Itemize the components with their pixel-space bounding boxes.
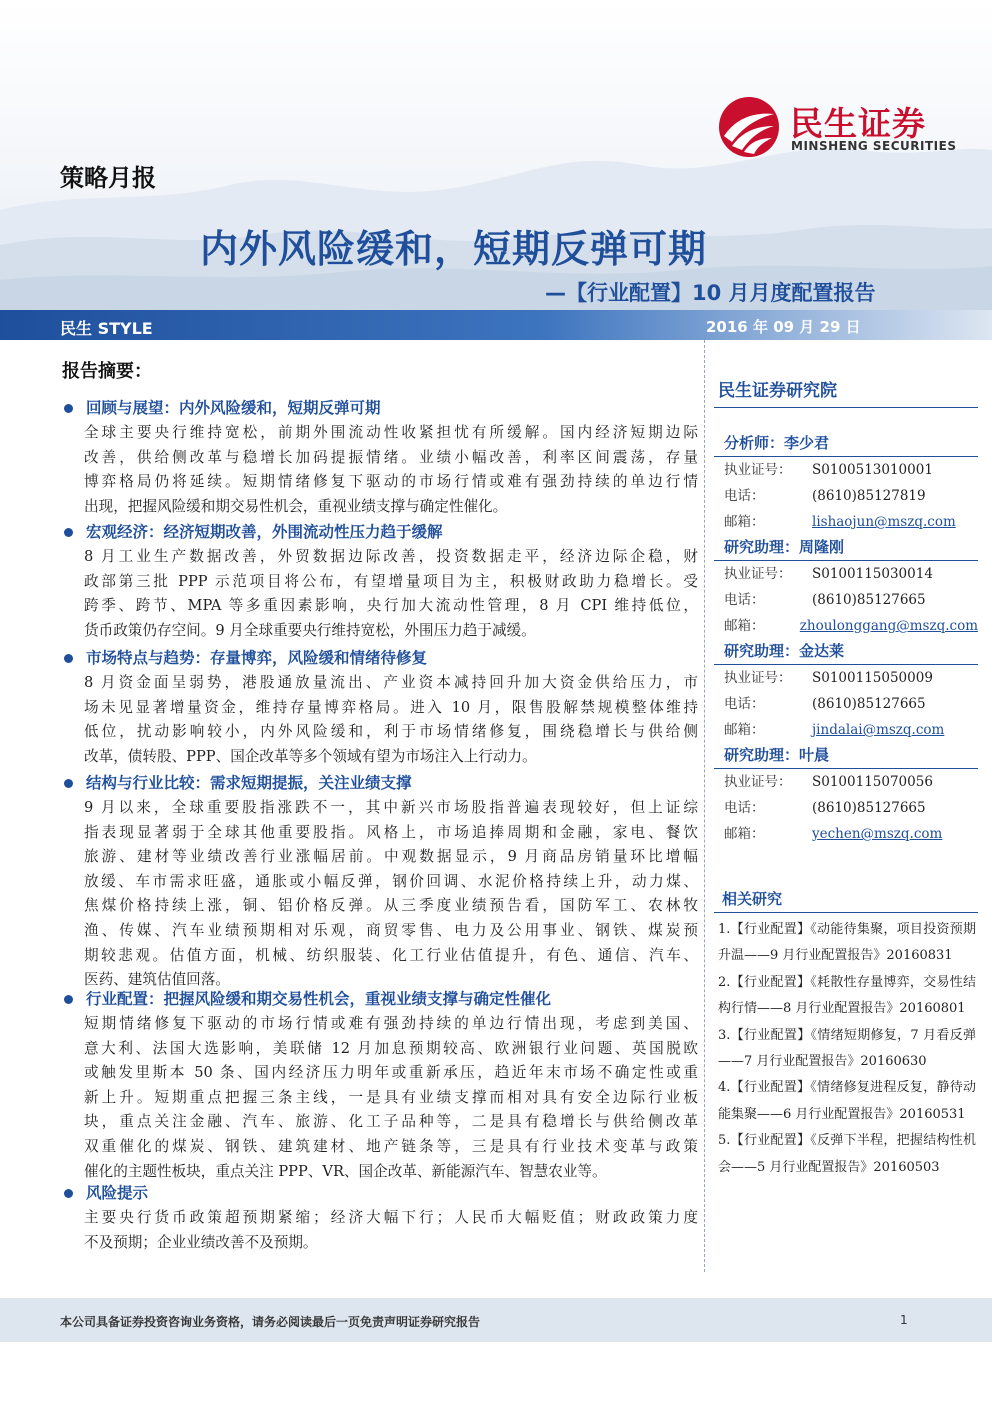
- banner-style-label: 民生 STYLE: [60, 319, 153, 338]
- text-line: 渔、传媒、汽车业绩预期相对乐观，商贸零售、电力及公用事业、钢铁、煤炭预: [84, 921, 698, 939]
- bullet-icon: [64, 404, 73, 413]
- analyst-phone-row: 电话： (8610)85127665: [724, 592, 926, 608]
- text-line: 旅游、建材等业绩改善行业涨幅居前。中观数据显示，9 月商品房销量环比增幅: [84, 848, 698, 866]
- text-line: 或触发里斯本 50 条、国内经济压力明年或重新承压，趋近年末市场不确定性或重: [84, 1064, 698, 1082]
- section-risk: [62, 1180, 698, 1255]
- text-line: 出现，把握风险缓和期交易性机会，重视业绩支撑与确定性催化。: [84, 497, 508, 515]
- email-link[interactable]: yechen@mszq.com: [812, 826, 943, 842]
- text-line: 改革，债转股、PPP、国企改革等多个领域有望为市场注入上行动力。: [84, 747, 537, 765]
- text-line: 不及预期；企业业绩改善不及预期。: [84, 1233, 318, 1251]
- related-research-item[interactable]: 2.【行业配置】《耗散性存量博弈，交易性结构行情——8 月行业配置报告》20160801: [718, 974, 976, 1017]
- email-link[interactable]: jindalai@mszq.com: [812, 722, 945, 738]
- text-line: 低位，扰动影响较小，内外风险缓和，利于市场情绪修复，围绕稳增长与供给侧: [84, 723, 698, 741]
- summary-title: 报告摘要：: [62, 361, 152, 382]
- section-macro: [62, 519, 698, 643]
- text-line: 短期情绪修复下驱动的市场行情或难有强劲持续的单边行情出现，考虑到美国、: [84, 1015, 698, 1032]
- page-number: 1: [900, 1313, 908, 1327]
- section-heading: 市场特点与趋势：存量博弈，风险缓和情绪待修复: [62, 645, 698, 671]
- analyst-cert-row: 执业证号： S0100115070056: [724, 774, 933, 790]
- section-heading: 结构与行业比较：需求短期提振，关注业绩支撑: [62, 770, 698, 796]
- report-type: 策略月报: [60, 164, 156, 192]
- report-title: 内外风险缓和，短期反弹可期: [200, 227, 708, 271]
- brand-name-en: MINSHENG SECURITIES: [791, 139, 957, 153]
- email-link[interactable]: lishaojun@mszq.com: [812, 514, 956, 530]
- text-line: 放缓、车市需求旺盛，通胀或小幅反弹，钢价回调、水泥价格持续上升，动力煤、: [84, 872, 698, 890]
- text-line: 8 月工业生产数据改善，外贸数据边际改善，投资数据走平，经济边际企稳，财: [84, 548, 698, 565]
- analyst-card: [714, 638, 978, 743]
- section-body: [62, 545, 698, 643]
- text-line: 场未见显著增量资金，维持存量博弈格局。进入 10 月，限售股解禁规模整体维持: [84, 698, 698, 716]
- text-line: 博弈格局仍将延续。短期情绪修复下驱动的市场行情或难有强劲持续的单边行情: [84, 473, 698, 491]
- related-research-item[interactable]: 4.【行业配置】《情绪修复进程反复，静待动能集聚——6 月行业配置报告》20160531: [718, 1080, 976, 1122]
- divider: [714, 407, 978, 408]
- divider: [714, 912, 978, 913]
- text-line: 改善，供给侧改革与稳增长加码提振情绪。业绩小幅改善，利率区间震荡，存量: [84, 448, 698, 466]
- text-line: 政部第三批 PPP 示范项目将公布，有望增量项目为主，积极财政助力稳增长。受: [84, 572, 698, 590]
- section-heading: 行业配置：把握风险缓和期交易性机会，重视业绩支撑与确定性催化: [62, 986, 698, 1012]
- analyst-phone-row: 电话： (8610)85127665: [724, 696, 926, 712]
- section-structure: [62, 770, 698, 993]
- text-line: 期较悲观。估值方面，机械、纺织服装、化工行业估值提升，有色、通信、汽车、: [84, 946, 698, 964]
- email-link[interactable]: zhoulonggang@mszq.com: [799, 618, 978, 634]
- report-date: 2016 年 09 月 29 日: [706, 318, 861, 336]
- related-research-list: [718, 917, 976, 1181]
- text-line: 双重催化的煤炭、钢铁、建筑建材、地产链条等，三是具有行业技术变革与政策: [84, 1137, 698, 1155]
- bullet-icon: [64, 995, 73, 1004]
- section-review: [62, 395, 698, 519]
- text-line: 焦煤价格持续上涨，铜、铝价格反弹。从三季度业绩预告看，国防军工、农林牧: [84, 897, 698, 915]
- minsheng-logo-icon: [718, 96, 780, 158]
- report-subtitle: —【行业配置】10 月月度配置报告: [545, 281, 876, 305]
- analyst-heading: 分析师：李少君: [714, 430, 978, 457]
- footer-disclaimer: 本公司具备证券投资咨询业务资格，请务必阅读最后一页免责声明证券研究报告: [60, 1315, 481, 1329]
- bullet-icon: [64, 654, 73, 663]
- section-allocation: [62, 986, 698, 1184]
- text-line: 指表现显著弱于全球其他重要股指。风格上，市场追捧周期和金融，家电、餐饮: [84, 823, 698, 841]
- text-line: 全球主要央行维持宽松，前期外围流动性收紧担忧有所缓解。国内经济短期边际: [84, 424, 698, 441]
- section-body: [62, 796, 698, 993]
- analyst-heading: 研究助理：金达莱: [714, 638, 978, 665]
- text-line: 跨季、跨节、MPA 等多重因素影响，央行加大流动性管理，8 月 CPI 维持低位，: [84, 597, 698, 615]
- analyst-phone-row: 电话： (8610)85127819: [724, 488, 926, 504]
- section-heading: 宏观经济：经济短期改善，外围流动性压力趋于缓解: [62, 519, 698, 545]
- related-research-title: 相关研究: [722, 890, 783, 908]
- analyst-email-row: 邮箱： yechen@mszq.com: [714, 821, 978, 847]
- analyst-heading: 研究助理：周隆刚: [714, 534, 978, 561]
- analyst-heading: 研究助理：叶晨: [714, 742, 978, 769]
- text-line: 8 月资金面呈弱势，港股通放量流出、产业资本减持回升加大资金供给压力，市: [84, 674, 698, 691]
- section-body: [62, 421, 698, 519]
- text-line: 货币政策仍存空间。9 月全球重要央行维持宽松，外围压力趋于减缓。: [84, 621, 536, 639]
- text-line: 块，重点关注金融、汽车、旅游、化工子品种等，二是具有稳增长与供给侧改革: [84, 1113, 698, 1131]
- analyst-email-row: 邮箱： jindalai@mszq.com: [714, 717, 978, 743]
- analyst-card: [714, 742, 978, 847]
- analyst-cert-row: 执业证号： S0100115030014: [724, 566, 933, 582]
- analyst-email-row: 邮箱： zhoulonggang@mszq.com: [714, 613, 978, 639]
- section-heading: 风险提示: [62, 1180, 698, 1206]
- analyst-card: [714, 430, 978, 535]
- text-line: 9 月以来，全球重要股指涨跌不一，其中新兴市场股指普遍表现较好，但上证综: [84, 799, 698, 816]
- column-divider: [704, 340, 706, 1272]
- analyst-card: [714, 534, 978, 639]
- analyst-cert-row: 执业证号： S0100513010001: [724, 462, 933, 478]
- section-market: [62, 645, 698, 769]
- text-line: 催化的主题性板块，重点关注 PPP、VR、国企改革、新能源汽车、智慧农业等。: [84, 1162, 607, 1180]
- institute-name: 民生证券研究院: [718, 381, 837, 401]
- analyst-email-row: 邮箱： lishaojun@mszq.com: [714, 509, 978, 535]
- text-line: 意大利、法国大选影响，美联储 12 月加息预期较高、欧洲银行业问题、英国脱欧: [84, 1039, 698, 1057]
- related-research-item[interactable]: 1.【行业配置】《动能待集聚，项目投资预期升温——9 月行业配置报告》20160831: [718, 922, 976, 964]
- brand-name-cn: 民生证券: [790, 104, 926, 143]
- section-body: [62, 1206, 698, 1255]
- bullet-icon: [64, 528, 73, 537]
- section-body: [62, 671, 698, 769]
- analyst-cert-row: 执业证号： S0100115050009: [724, 670, 933, 686]
- text-line: 新上升。短期重点把握三条主线，一是具有业绩支撑而相对具有安全边际行业板: [84, 1088, 698, 1106]
- section-heading: 回顾与展望：内外风险缓和，短期反弹可期: [62, 395, 698, 421]
- related-research-item[interactable]: 5.【行业配置】《反弹下半程，把握结构性机会——5 月行业配置报告》20160503: [718, 1133, 976, 1175]
- text-line: 医药、建筑估值回落。: [84, 971, 230, 989]
- bullet-icon: [64, 779, 73, 788]
- section-body: [62, 1012, 698, 1184]
- analyst-phone-row: 电话： (8610)85127665: [724, 800, 926, 816]
- bullet-icon: [64, 1189, 73, 1198]
- related-research-item[interactable]: 3.【行业配置】《情绪短期修复，7 月看反弹——7 月行业配置报告》20160630: [718, 1027, 976, 1070]
- text-line: 主要央行货币政策超预期紧缩；经济大幅下行；人民币大幅贬值；财政政策力度: [84, 1209, 698, 1226]
